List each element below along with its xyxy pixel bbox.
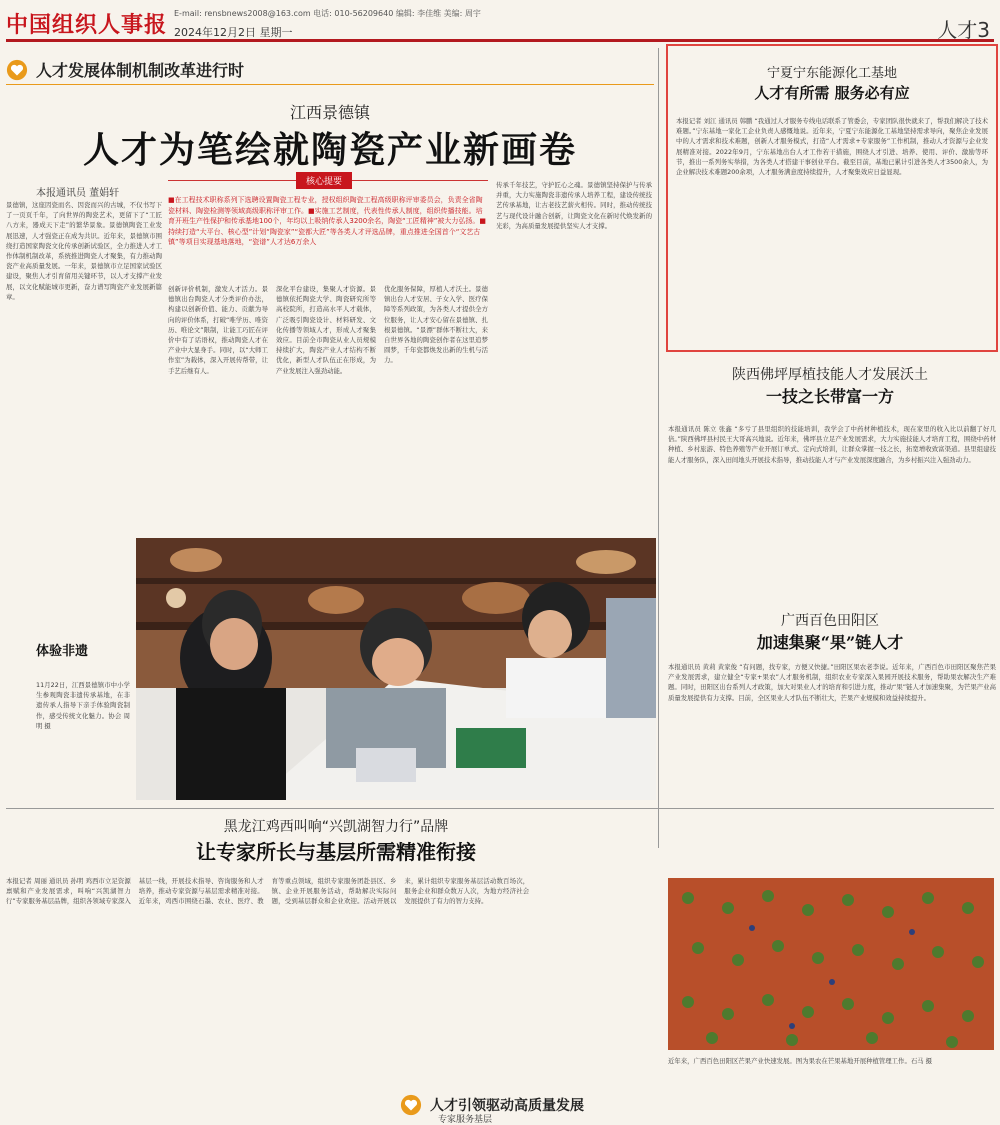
gx-kicker: 广西百色田阳区	[781, 613, 879, 629]
photo-caption-title: 体验非遗	[36, 644, 89, 659]
jdz-column-2: 创新评价机制，激发人才活力。景德镇出台陶瓷人才分类评价办法，构建以创新价值、能力、贡献为导向的评价体系，打破“唯学历、唯资历、唯论文”限制，让能工巧匠在评价中有了话语权，推动陶瓷人才在产业中大显身手。同时，以“大师工作室”为载体，深入开展传帮带，让手艺后继有人。	[168, 285, 268, 375]
hlj-body: 本报记者 周丽 通讯员 孙明 鸡西市立足资源禀赋和产业发展需求，叫响“兴凯湖智力行”专家服务基层品牌，组织各领域专家深入基层一线，开展技术指导、咨询服务和人才培养，推动专家资源与基层需求精准对接。近年来，鸡西市围绕石墨、农业、医疗、教育等重点领域，组织专家服务团赴县区、乡镇、企业开展服务活动，帮助解决实际问题，受到基层群众和企业欢迎。活动开展以来，累计组织专家服务基层活动数百场次，服务企业和群众数万人次，为地方经济社会发展提供了有力的智力支持。	[6, 877, 530, 906]
hlj-headline: 让专家所长与基层所需精准衔接	[196, 840, 476, 864]
column-divider	[658, 48, 659, 848]
heart-badge-icon	[400, 1094, 422, 1116]
photo-caption: 11月22日，江西景德镇市中小学生参观陶瓷非遗传承基地，在非遗传承人指导下亲手体验陶瓷制作，感受传统文化魅力。协会 周明 摄	[36, 681, 130, 730]
section-underline-top	[6, 84, 654, 85]
mango-photo-graphic	[668, 878, 994, 1050]
jdz-kicker: 江西景德镇	[289, 103, 370, 122]
heart-badge-icon	[6, 59, 28, 81]
core-summary-box	[168, 177, 488, 275]
section-subtitle-bottom: 专家服务基层	[438, 1115, 493, 1125]
students-photo-graphic	[136, 538, 656, 800]
masthead	[6, 4, 994, 42]
jdz-column-4: 优化服务保障，厚植人才沃土。景德镇出台人才安居、子女入学、医疗保障等系列政策，为各类人才提供全方位服务，让人才安心留在景德镇、扎根景德镇。“景漂”群体不断壮大，来自世界各地的陶瓷创作者在这里追梦圆梦，千年瓷都焕发出新的生机与活力。	[384, 285, 488, 365]
jdz-column-5: 传承千年技艺，守护匠心之魂。景德镇坚持保护与传承并重，大力实施陶瓷非遗传承人培养工程，建设传统技艺传承基地，让古老技艺薪火相传。同时，推动传统技艺与现代设计融合创新，让陶瓷文化在新时代焕发新的光彩，为高质量发展提供坚实人才支撑。	[496, 181, 652, 230]
section-title-bottom: 人才引领驱动高质量发展	[430, 1098, 584, 1114]
mango-field-photo	[668, 878, 994, 1050]
section-title-top: 人才发展体制机制改革进行时	[36, 61, 245, 80]
sx-body: 本报通讯员 陈立 张鑫 “多亏了县里组织的技能培训，我学会了中药材种植技术，现在家里的收入比以前翻了好几倍。”陕西佛坪县村民王大哥高兴地说。近年来，佛坪县立足产业发展需求，大力实施技能人才培育工程，围绕中药材种植、乡村旅游、特色养殖等产业开展订单式、定向式培训，让群众掌握一技之长，拓宽增收致富渠道。县里组建技能人才服务队，深入田间地头开展技术指导，推动技能人才与产业发展深度融合，为乡村振兴注入强劲动力。	[668, 425, 996, 464]
contact-info: E-mail: rensbnews2008@163.com 电话: 010-56209640 编辑: 李佳维 美编: 周宇	[174, 9, 481, 18]
issue-date: 2024年12月2日 星期一	[174, 26, 293, 39]
ningxia-article-frame	[666, 44, 998, 352]
section-header-top	[6, 58, 244, 81]
nx-body: 本报记者 刘江 通讯员 韩鹏 “我通过人才服务专线电话联系了管委会，专家团队很快就来了，帮我们解决了技术难题。”宁东基地一家化工企业负责人感慨地说。近年来，宁夏宁东能源化工基地坚持需求导向，聚焦企业发展中的人才需求和技术难题，创新人才服务模式，打造“人才需求+专家服务”工作机制，推动人才资源与企业发展精准对接。2022年9月，宁东基地出台人才工作若干措施，围绕人才引进、培养、使用、评价、激励等环节，推出一系列务实举措，为各类人才搭建干事创业平台。截至目前，基地已累计引进各类人才3500余人，为企业解决技术难题200余项，人才服务满意度持续提升，人才聚集效应日益显现。	[676, 117, 988, 177]
sx-headline: 一技之长带富一方	[765, 387, 894, 406]
mango-photo-caption: 近年来，广西百色田阳区芒果产业快速发展。图为果农在芒果基地开展种植管理工作。石马 摄	[668, 1057, 933, 1065]
core-summary-text: ■在工程技术职称系列下选聘设置陶瓷工程专业，授权组织陶瓷工程高级职称评审委员会，负责全省陶瓷材料、陶瓷检测等领域高级职称评审工作。■实施工艺制度，代表性传承人制度，组织传播技能。培育开班生产性保护和传承基地100个，年均以上吸纳传承人3200余名，陶瓷“工匠精神”被大力弘扬。■持续打造“大平台、核心型”计划“陶瓷家”“瓷都大匠”等各类人才评选品牌，重点推进全国首个“文艺古镇”等项目实现基地落地，“瓷谱”人才达6万余人	[168, 196, 487, 246]
jdz-byline: 本报通讯员 董娟轩	[36, 188, 120, 199]
students-pottery-photo	[136, 538, 656, 800]
gx-headline: 加速集聚“果”链人才	[756, 633, 904, 652]
page-label: 人才3	[937, 18, 990, 42]
newspaper-logo: 中国组织人事报	[6, 12, 168, 38]
core-summary-label: 核心提要	[296, 172, 352, 189]
nx-kicker: 宁夏宁东能源化工基地	[766, 66, 897, 81]
nx-headline: 人才有所需 服务必有应	[754, 84, 910, 102]
gx-body: 本报通讯员 黄莉 黄家俊 “有问题，找专家，方便又快捷。”田阳区果农老李说。近年来，广西百色市田阳区聚焦芒果产业发展需求，建立健全“专家+果农”人才服务机制，组织农业专家深入果园开展技术服务，帮助果农解决生产难题。同时，田阳区出台系列人才政策，加大对果业人才的培育和引进力度，推动“果”链人才加速集聚，为芒果产业高质量发展提供有力支撑。目前，全区果业人才队伍不断壮大，芒果产业规模和效益持续提升。	[668, 663, 996, 702]
sx-kicker: 陕西佛坪厚植技能人才发展沃土	[732, 367, 928, 383]
jdz-headline: 人才为笔绘就陶瓷产业新画卷	[82, 129, 577, 171]
jdz-column-3: 深化平台建设，集聚人才资源。景德镇依托陶瓷大学、陶瓷研究所等高校院所，打造高水平人才载体，广泛吸引陶瓷设计、材料研发、文化传播等领域人才，形成人才聚集效应。目前全市陶瓷从业人员规模持续扩大，陶瓷产业人才结构不断优化，新型人才队伍正在形成，为产业发展注入强劲动能。	[276, 285, 376, 375]
hlj-kicker: 黑龙江鸡西叫响“兴凯湖智力行”品牌	[223, 819, 449, 835]
jdz-column-1: 景德镇，这座因瓷而名、因瓷而兴的古城，不仅书写下了一页页千年，了向世界的陶瓷艺术，更留下了“工匠八方来，器成天下走”的繁华景象。景德镇陶瓷工业发展迅速，人才强瓷正在成为共识。近年来，景德镇市围绕打造国家陶瓷文化传承创新试验区，全力推进人才工作体制机制改革，系统推进陶瓷人才聚集，有力推动陶瓷产业高质量发展。一年来，景德镇市立足国家试验区建设，聚焦人才引育留用关键环节，以人才支撑产业发展，以文化赋能城市更新，奋力谱写陶瓷产业发展新篇章。	[6, 201, 162, 301]
